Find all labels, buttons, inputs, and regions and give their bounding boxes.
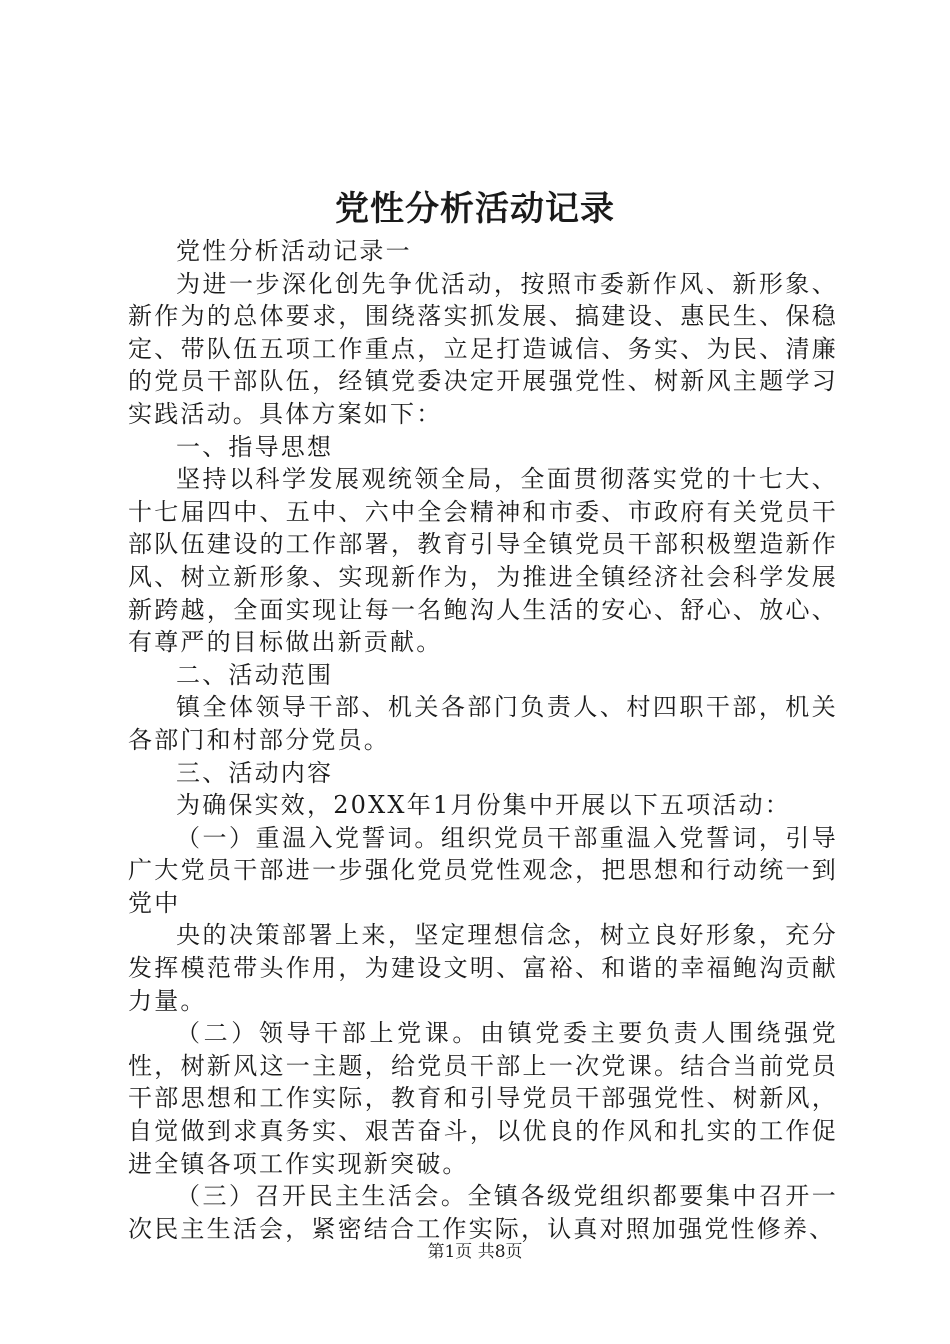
paragraph-item-1-continued: 央的决策部署上来，坚定理想信念，树立良好形象，充分发挥模范带头作用，为建设文明、富裕、和谐的幸福鲍沟贡献力量。	[128, 921, 838, 1015]
section-heading-guiding-ideology: 一、指导思想	[176, 432, 334, 461]
paragraph-intro: 为进一步深化创先争优活动，按照市委新作风、新形象、新作为的总体要求，围绕落实抓发展、搞建设、惠民生、保稳定、带队伍五项工作重点，立足打造诚信、务实、为民、清廉的党员干部队伍，经镇党委决定开展强党性、树新风主题学习实践活动。具体方案如下：	[128, 269, 838, 428]
paragraph-item-3: （三）召开民主生活会。全镇各级党组织都要集中召开一次民主生活会，紧密结合工作实际，认真对照加强党性修养、	[128, 1182, 838, 1243]
paragraph-activity-scope: 镇全体领导干部、机关各部门负责人、村四职干部，机关各部门和村部分党员。	[128, 693, 838, 754]
paragraph-item-1: （一）重温入党誓词。组织党员干部重温入党誓词，引导广大党员干部进一步强化党员党性观念，把思想和行动统一到党中	[128, 823, 838, 917]
document-body	[128, 235, 838, 1245]
section-heading-activity-content: 三、活动内容	[176, 758, 334, 787]
paragraph-item-2: （二）领导干部上党课。由镇党委主要负责人围绕强党性，树新风这一主题，给党员干部上一次党课。结合当前党员干部思想和工作实际，教育和引导党员干部强党性、树新风，自觉做到求真务实、艰苦奋斗，以优良的作风和扎实的工作促进全镇各项工作实现新突破。	[128, 1019, 838, 1178]
document-title: 党性分析活动记录	[335, 189, 615, 229]
paragraph-activity-content: 为确保实效，20XX年1月份集中开展以下五项活动：	[176, 791, 791, 820]
page-number-footer: 第1页 共8页	[427, 1242, 523, 1262]
paragraph-subtitle: 党性分析活动记录一	[176, 237, 412, 265]
section-heading-activity-scope: 二、活动范围	[176, 660, 334, 689]
paragraph-guiding-ideology: 坚持以科学发展观统领全局，全面贯彻落实党的十七大、十七届四中、五中、六中全会精神和市委、市政府有关党员干部队伍建设的工作部署，教育引导全镇党员干部积极塑造新作风、树立新形象、实现新作为，为推进全镇经济社会科学发展新跨越，全面实现让每一名鲍沟人生活的安心、舒心、放心、有尊严的目标做出新贡献。	[128, 465, 838, 657]
